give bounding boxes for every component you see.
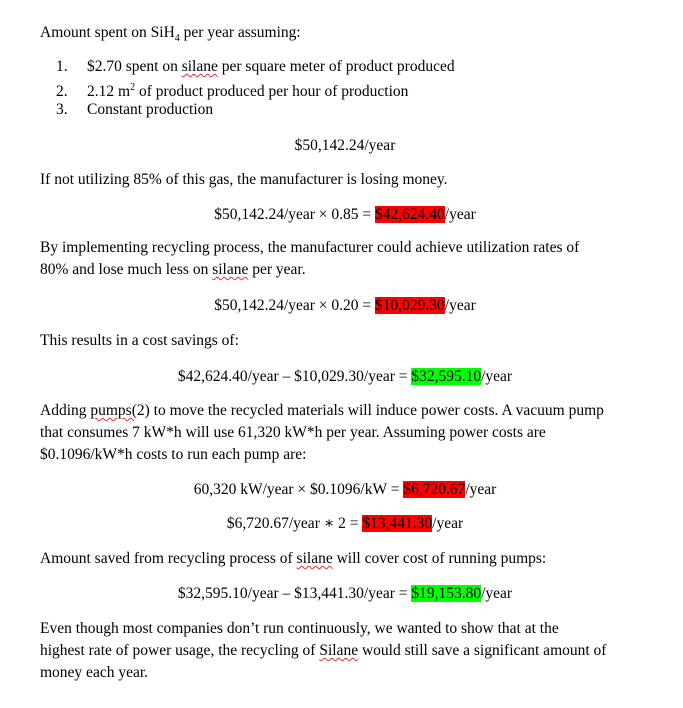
subscript: 4 — [174, 33, 180, 45]
paragraph-text: 2) to move the recycled materials will induce power costs. A vacuum pump — [136, 402, 604, 419]
list-item — [56, 57, 455, 77]
paragraph-text: 80% and lose much less on — [40, 261, 213, 278]
pumps-paragraph-line — [40, 401, 604, 421]
equation-unit: /year — [444, 206, 476, 223]
loss-paragraph: If not utilizing 85% of this gas, the manufacturer is losing money. — [40, 171, 448, 188]
list-item — [56, 78, 408, 102]
equation-unit: /year — [444, 297, 476, 314]
equation-lhs: $6,720.67/year ∗ 2 = — [226, 515, 363, 532]
total-amount: $50,142.24/year — [294, 137, 396, 154]
spellcheck-word[interactable]: silane — [212, 261, 249, 278]
equation-unit: /year — [481, 585, 513, 602]
highlighted-result: $42,624.40 — [375, 206, 445, 223]
net-savings-equation — [0, 584, 683, 604]
list-text: per square meter of product produced — [217, 58, 455, 75]
equation-lhs: 60,320 kW/year × $0.1096/kW = — [193, 481, 404, 498]
intro-text-end: per year assuming: — [179, 24, 301, 41]
list-text: Constant production — [87, 101, 214, 118]
paragraph-text: would still save a significant amount of — [358, 642, 607, 659]
equation-unit: /year — [481, 368, 513, 385]
list-number: 2. — [56, 83, 68, 101]
spellcheck-word[interactable]: Silane — [319, 642, 359, 659]
final-paragraph-line: money each year. — [40, 664, 149, 681]
two-pumps-equation — [0, 514, 683, 534]
savings-equation — [0, 367, 683, 387]
list-text: $2.70 spent on — [87, 58, 182, 75]
recycle-paragraph-line: By implementing recycling process, the manufacturer could achieve utilization rates of — [40, 239, 580, 256]
equation-lhs: $42,624.40/year – $10,029.30/year = — [177, 368, 412, 385]
savings-paragraph: This results in a cost savings of: — [40, 332, 239, 349]
pumps-paragraph-line: $0.1096/kW*h costs to run each pump are: — [40, 446, 307, 463]
loss-equation — [0, 205, 683, 225]
pumps-paragraph-line: that consumes 7 kW*h will use 61,320 kW*h per year. Assuming power costs are — [40, 424, 546, 441]
final-paragraph-line — [40, 641, 606, 661]
superscript: 2 — [130, 82, 136, 93]
highlighted-result: $6,720.67 — [403, 481, 466, 498]
paragraph-text: Amount saved from recycling process of — [40, 550, 297, 567]
list-number: 3. — [56, 101, 68, 118]
intro-line — [40, 23, 301, 49]
highlighted-result: $19,153.80 — [411, 585, 482, 602]
highlighted-result: $10,029.30 — [375, 297, 445, 314]
list-text: of product produced per hour of production — [135, 83, 409, 101]
list-text: 2.12 m — [87, 83, 131, 101]
recycle-equation — [0, 296, 683, 316]
spellcheck-word[interactable]: pumps( — [90, 402, 137, 419]
equation-lhs: $32,595.10/year – $13,441.30/year = — [177, 585, 412, 602]
spellcheck-word[interactable]: silane — [296, 550, 333, 567]
recycle-paragraph-line — [40, 260, 306, 280]
intro-text: Amount spent on SiH — [40, 24, 175, 41]
equation-unit: /year — [432, 515, 464, 532]
equation-unit: /year — [465, 481, 497, 498]
spellcheck-word[interactable]: silane — [181, 58, 218, 75]
highlighted-result: $32,595.10 — [411, 368, 482, 385]
list-item — [56, 100, 213, 120]
equation-lhs: $50,142.24/year × 0.20 = — [214, 297, 376, 314]
paragraph-text: Adding — [40, 402, 91, 419]
list-number: 1. — [56, 58, 68, 75]
paragraph-text: will cover cost of running pumps: — [332, 550, 547, 567]
pump-cost-equation — [0, 480, 683, 500]
cover-paragraph — [40, 549, 546, 569]
final-paragraph-line: Even though most companies don’t run continuously, we wanted to show that at the — [40, 620, 559, 637]
paragraph-text: per year. — [248, 261, 306, 278]
highlighted-result: $13,441.30 — [362, 515, 433, 532]
equation-lhs: $50,142.24/year × 0.85 = — [214, 206, 376, 223]
paragraph-text: highest rate of power usage, the recycling of — [40, 642, 320, 659]
